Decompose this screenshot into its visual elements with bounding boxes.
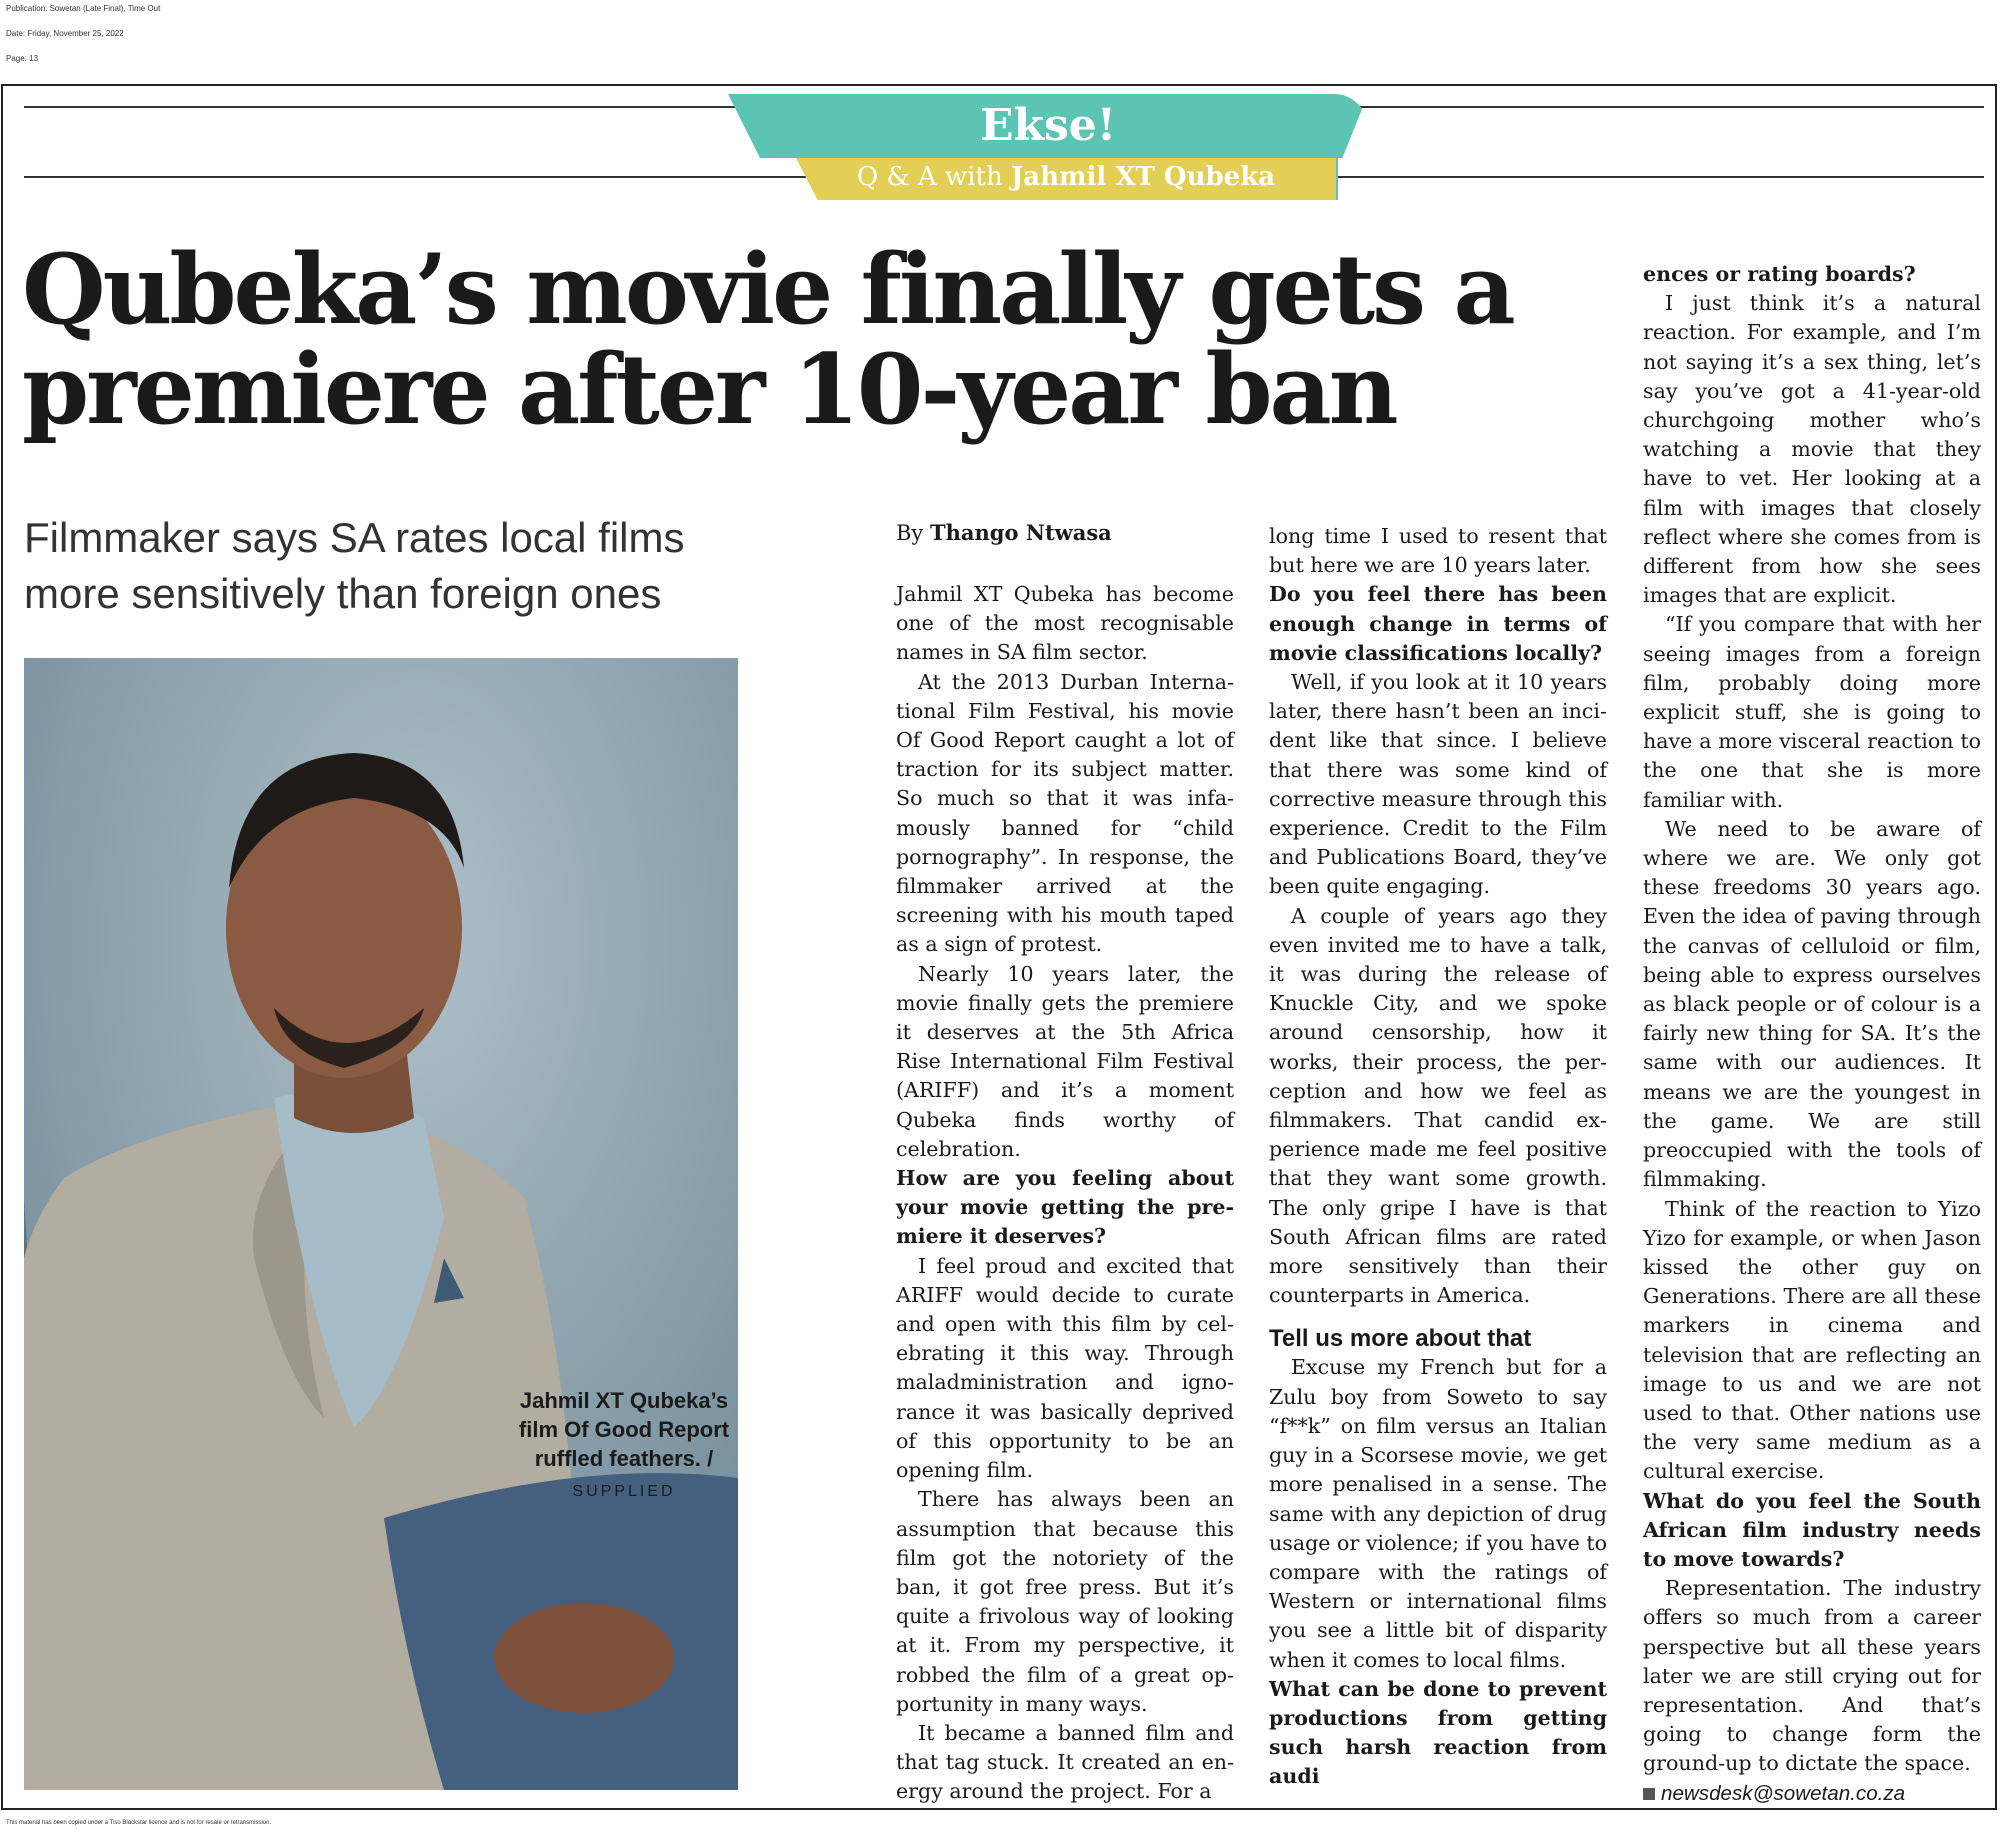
byline [896,520,1112,545]
article-paragraph: At the 2013 Durban International Film Festival, his movie Of Good Report caught a lot of traction for its subject matter. So much so that it was infamously banned for “child pornography”. In response, the filmmaker arrived at the screening with his mouth taped as a sign of protest. [896,669,1234,957]
section-subtitle [796,162,1336,192]
interview-question: Do you feel there has been enough change in terms of movie classifications locally? [1269,582,1607,665]
page-meta: Page: 13 [6,54,39,63]
caption-text: Jahmil XT Qubeka’s film Of Good Report ruffled feathers. / [518,1388,730,1471]
article-paragraph: Well, if you look at it 10 years later, there hasn’t been an incident like that since. I believe that there was some kind of corrective measure through this experience. Credit to the Film and Publications Board, they’ve been quite engaging. [1269,670,1607,899]
interview-question: How are you feeling about your movie getting the premiere it deserves? [896,1166,1234,1249]
article-column-1 [896,580,1234,1807]
signoff-email [1643,1779,1981,1808]
interview-question: What do you feel the South African film industry needs to move towards? [1643,1488,1981,1571]
article-column-2 [1269,522,1607,1792]
section-banner [728,94,1368,200]
copyright-footer: This material has been copied under a Tiso Blackstar licence and is not for resale or retransmission. [6,1820,272,1826]
article-paragraph: “If you compare that with her seeing images from a foreign film, probably doing more explicit stuff, she is going to have a more visceral reaction to the one that she is more familiar with. [1643,612,1981,812]
signoff-text: newsdesk@sowetan.co.za [1661,1781,1906,1805]
portrait-illustration [24,658,738,1790]
article-paragraph: Representation. The industry offers so much from a career perspective but all these years later we are still crying out for representation. And that’s going to change form the ground-up to dictate the space. [1643,1576,1981,1776]
interview-question: ences or rating boards? [1643,262,1916,286]
article-paragraph: long time I used to resent that but here we are 10 years later. [1269,524,1607,578]
article-paragraph: There has always been an assumption that because this film got the notoriety of the ban, it got free press. But it’s quite a frivolous way of looking at it. From my perspective, it robbed the film of a great opportunity in many ways. [896,1487,1234,1716]
article-paragraph: We need to be aware of where we are. We only got these freedoms 30 years ago. Even the idea of paving through the canvas of celluloid or film, being able to express ourselves as black people or of colour is a fairly new thing for SA. It’s the same with our audiences. It means we are the youngest in the game. We are still preoccupied with the tools of filmmaking. [1643,816,1981,1192]
article-subhead: Tell us more about that [1269,1325,1532,1353]
subtitle-name: Jahmil XT Qubeka [1010,162,1276,192]
article-paragraph: I feel proud and excited that ARIFF would decide to curate and open with this film by celebrating it this way. Through maladministration and ignorance it was basically deprived of this opportunity to be an opening film. [896,1253,1234,1483]
section-title: Ekse! [979,100,1117,151]
bullet-icon [1643,1788,1655,1800]
article-paragraph: Jahmil XT Qubeka has become one of the most recognisable names in SA film sector. [896,582,1234,665]
publication-meta: Publication: Sowetan (Late Final), Time Out [6,4,161,13]
date-meta: Date: Friday, November 25, 2022 [6,29,124,38]
byline-author: Thango Ntwasa [929,520,1112,545]
photo-credit: SUPPLIED [572,1483,676,1500]
headline: Qubeka’s movie finally gets a premiere after 10-year ban [22,233,1513,446]
portrait-photo [24,658,738,1790]
subtitle-prefix: Q & A with [856,162,1003,192]
interview-question: What can be done to prevent productions from getting such harsh reaction from audi [1269,1676,1607,1789]
article-paragraph: Excuse my French but for a Zulu boy from Soweto to say “f**k” on film versus an Italian guy in a Scorsese movie, we get more penalised in a sense. The same with any depiction of drug usage or violence; if you have to compare with the ratings of Western or international films you see a little bit of disparity when it comes to local films. [1269,1355,1607,1672]
article-paragraph: It became a banned film and that tag stuck. It created an energy around the project. For a [896,1720,1234,1804]
deck: Filmmaker says SA rates local films more sensitively than foreign ones [24,514,685,617]
byline-prefix: By [896,521,924,545]
article-paragraph: Think of the reaction to Yizo Yizo for example, or when Jason kissed the other guy on Generations. There are all these markers in cinema and television that are reflecting an image to us and we are not used to that. Other nations use the very same medium as a cultural exercise. [1643,1196,1981,1484]
article-paragraph: A couple of years ago they even invited me to have a talk, it was during the release of Knuckle City, and we spoke around censorship, how it works, their process, the perception and how we feel as filmmakers. That candid experience made me feel positive that they want some growth. The only gripe I have is that South African films are rated more sensitively than their counterparts in America. [1269,903,1607,1308]
article-column-3 [1643,260,1981,1808]
photo-caption [514,1386,734,1506]
article-paragraph: Nearly 10 years later, the movie finally gets the premiere it deserves at the 5th Africa Rise International Film Festival (ARIFF) and it’s a moment Qubeka finds worthy of celebration. [896,961,1234,1161]
article-paragraph: I just think it’s a natural reaction. For example, and I’m not saying it’s a sex thing, let’s say you’ve got a 41-year-old churchgoing mother who’s watching a movie that they have to vet. Her looking at a film with images that closely reflect where she comes from is different from how she sees images that are explicit. [1643,291,1981,608]
